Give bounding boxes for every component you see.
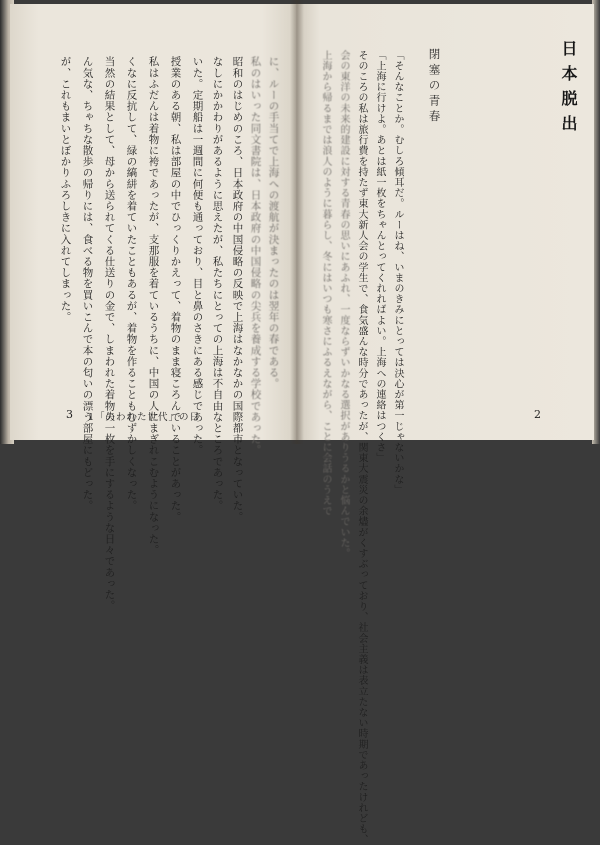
section-title: 閉塞の青春: [427, 48, 442, 126]
text-column: 上海から帰るまでは浪人のように暮らし、冬にはいつも寒さにふるえながら、ことに会話のうえで: [320, 50, 331, 517]
text-column: くなに反抗して、緑の縞絣を着ていたこともあるが、着物を作ることもむずかしくなった。: [125, 56, 138, 512]
gutter-shadow: [290, 0, 304, 444]
text-column: 私はふだんは着物に袴であったが、支那服を着ているうちに、中国の人にまぎれこむようになった。: [147, 56, 160, 556]
text-column: 昭和のはじめのころ、日本政府の中国侵略の反映で上海はなかなかの国際都市となっていた。: [231, 56, 244, 523]
text-column: 授業のある朝、私は部屋の中でひっくりかえって、着物のまま寝ころんでいることがあった。: [169, 56, 182, 523]
text-column: なしにかかわりがあるように思えたが、私たちにとっての上海は不自由なところであった。: [211, 56, 224, 512]
text-column: いた。定期船は一週間に何便も通っており、目と鼻のさきにある感じであった。: [191, 56, 204, 456]
text-column: そのころの私は旅行費を持たず東大新人会の学生で、食気盛んな時分であったが、関東大震災の余燼がくすぶっており、社会主義は表立たない時期であったけれども、: [356, 50, 367, 845]
running-head: 1「失われた世代」の日: [88, 412, 201, 423]
text-column: 会の東洋の未来的建設に対する青春の思いにあふれ、一度ならずいかなる選択がありうるかと悩んでいた。: [338, 50, 349, 559]
page-number-left: 3: [66, 408, 73, 421]
text-column: 「そんなことか。むしろ傾耳だ。ルーはね、いまのきみにとっては決心が第一じゃないかな」: [392, 50, 403, 496]
chapter-title: 日本脱出: [559, 40, 578, 140]
text-column: ん気な、ちゃちな散歩の帰りには、食べる物を買いこんで本の匂いの漂う部屋にもどった。: [81, 56, 94, 512]
text-column: に、ルーの手当てで上海への渡航が決まったのは翌年の春である。: [267, 56, 280, 389]
text-column: 「上海に行けよ。あとは紙一枚をちゃんとってくれればよい。上海への連絡はつくさ」: [374, 50, 385, 464]
page-number-right: 2: [534, 408, 541, 421]
text-column: 私のはいった同文書院は、日本政府の中国侵略の尖兵を養成する学校であった。: [249, 56, 262, 456]
text-column: 当然の結果として、母から送られてくる仕送りの金で、しまわれた着物の一枚を手にするような日々であった。: [103, 56, 116, 611]
text-column: が、これもまいとぼかりふろしきに入れてしまった。: [59, 56, 72, 323]
